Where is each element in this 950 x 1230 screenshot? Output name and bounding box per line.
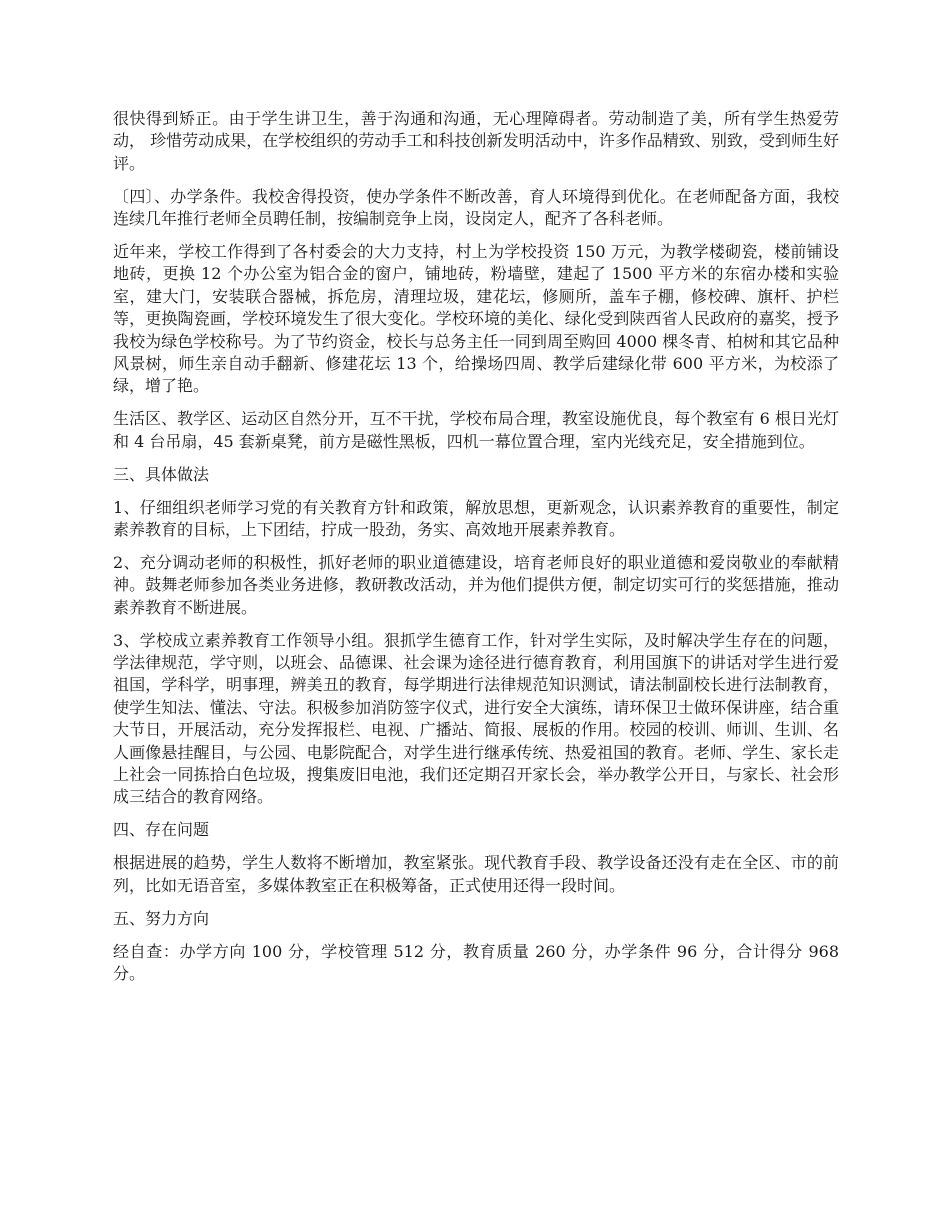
paragraph-problems: 根据进展的趋势，学生人数将不断增加，教室紧张。现代教育手段、教学设备还没有走在全区、市的前列，比如无语音室，多媒体教室正在积极筹备，正式使用还得一段时间。 (113, 853, 839, 895)
paragraph-village-support: 近年来，学校工作得到了各村委会的大力支持，村上为学校投资 150 万元，为教学楼砌瓷，楼前铺设地砖，更换 12 个办公室为铝合金的窗户，铺地砖，粉墙壁，建起了 1500 平方米的东宿办楼和实验室，建大门，安装联合器械，拆危房，清理垃圾，建花坛，修厕所，盖车子棚，修校碑、旗杆、护栏等，更换陶瓷画，学校环境发生了很大变化。学校环境的美化、绿化受到陕西省人民政府的嘉奖，授予我校为绿色学校称号。为了节约资金，校长与总务主任一同到周至购回 4000 棵冬青、柏树和其它品种风景树，师生亲自动手翻新、修建花坛 13 个，给操场四周、教学后建绿化带 600 平方米，为校添了绿，增了艳。 (113, 242, 839, 396)
paragraph-school-conditions: 〔四〕、办学条件。我校舍得投资，使办学条件不断改善，育人环境得到优化。在老师配备方面，我校连续几年推行老师全员聘任制，按编制竞争上岗，设岗定人，配齐了各科老师。 (113, 186, 839, 229)
paragraph-student-hygiene: 很快得到矫正。由于学生讲卫生，善于沟通和沟通，无心理障碍者。劳动制造了美，所有学生热爱劳动， 珍惜劳动成果，在学校组织的劳动手工和科技创新发明活动中，许多作品精致、别致，受到师生好评。 (113, 109, 839, 173)
section-heading-direction: 五、努力方向 (113, 908, 210, 928)
paragraph-practice-3: 3、学校成立素养教育工作领导小组。狠抓学生德育工作，针对学生实际，及时解决学生存在的问题，学法律规范，学守则，以班会、品德课、社会课为途径进行德育教育，利用国旗下的讲话对学生进行爱祖国，学科学，明事理，辨美丑的教育，每学期进行法律规范知识测试，请法制副校长进行法制教育，使学生知法、懂法、守法。积极参加消防签字仪式，进行安全大演练，请环保卫士做环保讲座，结合重大节日，开展活动，充分发挥报栏、电视、广播站、简报、展板的作用。校园的校训、师训、生训、名人画像悬挂醒目，与公园、电影院配合，对学生进行继承传统、热爱祖国的教育。老师、学生、家长走上社会一同拣拾白色垃圾，搜集废旧电池，我们还定期召开家长会，举办教学公开日，与家长、社会形成三结合的教育网络。 (113, 630, 839, 807)
paragraph-practice-1: 1、仔细组织老师学习党的有关教育方针和政策，解放思想，更新观念，认识素养教育的重要性，制定素养教育的目标，上下团结，拧成一股劲，务实、高效地开展素养教育。 (113, 497, 839, 539)
paragraph-practice-2: 2、充分调动老师的积极性，抓好老师的职业道德建设，培育老师良好的职业道德和爱岗敬业的奉献精神。鼓舞老师参加各类业务进修，教研教改活动，并为他们提供方便，制定切实可行的奖惩措施，推动素养教育不断进展。 (113, 552, 839, 617)
paragraph-campus-layout: 生活区、教学区、运动区自然分开，互不干扰，学校布局合理，教室设施优良，每个教室有 6 根日光灯和 4 台吊扇，45 套新桌凳，前方是磁性黑板，四机一幕位置合理，室内光线充足，安全措施到位。 (113, 409, 839, 451)
section-heading-specific-practices: 三、具体做法 (113, 464, 210, 484)
document-page (113, 108, 839, 996)
paragraph-self-assessment-score: 经自查：办学方向 100 分，学校管理 512 分，教育质量 260 分，办学条件 96 分，合计得分 968 分。 (113, 941, 839, 983)
section-heading-existing-problems: 四、存在问题 (113, 820, 210, 840)
